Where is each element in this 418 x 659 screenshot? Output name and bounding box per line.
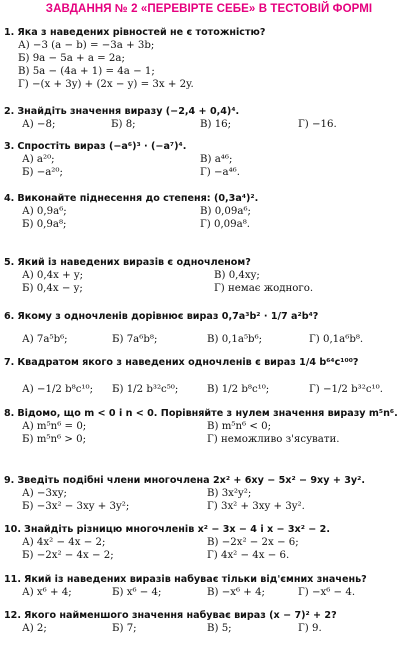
- option-g[interactable]: Г) −1/2 b³²c¹⁰.: [309, 384, 383, 395]
- question-1: [4, 26, 416, 91]
- option-v[interactable]: В) 0,09a⁶;: [200, 206, 251, 217]
- question-3: [4, 140, 416, 179]
- option-g[interactable]: Г) −x⁶ − 4.: [298, 587, 356, 598]
- question-text: 8. Відомо, що m < 0 і n < 0. Порівняйте з нулем значення виразу m⁵n⁶.: [4, 408, 398, 419]
- option-g[interactable]: Г) 9.: [298, 623, 322, 634]
- option-g[interactable]: Г) 3x² + 3xy + 3y².: [207, 501, 305, 512]
- option-v[interactable]: В) 16;: [200, 119, 232, 130]
- options-row: [4, 153, 416, 166]
- option-v[interactable]: В) 5;: [207, 623, 232, 634]
- question-5: [4, 256, 416, 295]
- question-2: [4, 105, 416, 131]
- option-b[interactable]: Б) 9a − 5a + a = 2a;: [18, 53, 125, 64]
- option-a[interactable]: А) x⁶ + 4;: [22, 587, 72, 598]
- question-text: 3. Спростіть вираз (−a⁶)³ · (−a⁷)⁴.: [4, 141, 187, 152]
- option-v[interactable]: В) a⁴⁶;: [200, 154, 233, 165]
- option-a[interactable]: А) m⁵n⁶ = 0;: [22, 421, 87, 432]
- options-row: [4, 586, 416, 599]
- option-v[interactable]: В) 0,4xy;: [214, 270, 260, 281]
- options-row: [4, 333, 416, 346]
- question-text: 10. Знайдіть різницю многочленів x² − 3x − 4 і x − 3x² − 2.: [4, 524, 330, 535]
- options-row: [4, 433, 416, 446]
- option-b[interactable]: Б) −2x² − 4x − 2;: [22, 550, 114, 561]
- options-row: [4, 487, 416, 500]
- options-row: [4, 282, 416, 295]
- option-v[interactable]: В) 0,1a⁵b⁶;: [207, 334, 263, 345]
- question-7: [4, 356, 416, 396]
- option-a[interactable]: А) 7a⁵b⁶;: [22, 334, 68, 345]
- option-a[interactable]: А) 0,9a⁶;: [22, 206, 67, 217]
- option-a[interactable]: А) 0,4x + y;: [22, 270, 84, 281]
- option-g[interactable]: Г) −(x + 3y) + (2x − y) = 3x + 2y.: [18, 79, 194, 90]
- options-row: [4, 549, 416, 562]
- option-b[interactable]: Б) 0,4x − y;: [22, 283, 83, 294]
- question-12: [4, 609, 416, 635]
- option-a[interactable]: А) −3xy;: [22, 488, 67, 499]
- option-a[interactable]: А) 2;: [22, 623, 47, 634]
- question-text: 7. Квадратом якого з наведених одночленів є вираз 1/4 b⁶⁴c¹⁰⁰?: [4, 357, 359, 368]
- question-text: 12. Якого найменшого значення набуває вираз (x − 7)² + 2?: [4, 610, 337, 621]
- question-text: 4. Виконайте піднесення до степеня: (0,3a⁴)².: [4, 193, 259, 204]
- option-b[interactable]: Б) 1/2 b³²c⁵⁰;: [112, 384, 179, 395]
- options-row: [4, 383, 416, 396]
- page-title: ЗАВДАННЯ № 2 «ПЕРЕВІРТЕ СЕБЕ» В ТЕСТОВІЙ ФОРМІ: [45, 3, 373, 15]
- question-9: [4, 474, 416, 513]
- option-g[interactable]: Г) неможливо з'ясувати.: [207, 434, 340, 445]
- option-b[interactable]: Б) 8;: [111, 119, 136, 130]
- options-row: [4, 622, 416, 635]
- option-v[interactable]: В) m⁵n⁶ < 0;: [207, 421, 272, 432]
- option-v[interactable]: В) 5a − (4a + 1) = 4a − 1;: [18, 66, 155, 77]
- option-b[interactable]: Б) x⁶ − 4;: [112, 587, 162, 598]
- question-10: [4, 523, 416, 562]
- option-b[interactable]: Б) 7a⁶b⁸;: [112, 334, 158, 345]
- option-v[interactable]: В) 1/2 b⁸c¹⁰;: [207, 384, 270, 395]
- option-g[interactable]: Г) 4x² − 4x − 6.: [207, 550, 290, 561]
- option-b[interactable]: Б) m⁵n⁶ > 0;: [22, 434, 87, 445]
- question-8: [4, 407, 416, 446]
- options-row: [4, 118, 416, 131]
- option-g[interactable]: Г) 0,1a⁶b⁸.: [309, 334, 364, 345]
- question-4: [4, 192, 416, 231]
- option-b[interactable]: Б) −3x² − 3xy + 3y²;: [22, 501, 130, 512]
- options-row: [4, 205, 416, 218]
- options-row: [4, 536, 416, 549]
- question-text: 1. Яка з наведених рівностей не є тотожністю?: [4, 27, 266, 38]
- option-g[interactable]: Г) немає жодного.: [214, 283, 314, 294]
- question-6: [4, 310, 416, 346]
- option-a[interactable]: А) 4x² − 4x − 2;: [22, 537, 106, 548]
- option-v[interactable]: В) −x⁶ + 4;: [207, 587, 265, 598]
- option-b[interactable]: Б) 7;: [112, 623, 137, 634]
- option-a[interactable]: А) a²⁰;: [22, 154, 55, 165]
- options-row: [4, 500, 416, 513]
- option-b[interactable]: Б) −a²⁰;: [22, 167, 63, 178]
- options-row: [4, 269, 416, 282]
- question-11: [4, 573, 416, 599]
- option-g[interactable]: Г) −16.: [298, 119, 337, 130]
- options-row: [4, 166, 416, 179]
- question-text: 11. Який із наведених виразів набуває тільки від'ємних значень?: [4, 574, 367, 585]
- option-a[interactable]: А) −8;: [22, 119, 56, 130]
- option-g[interactable]: Г) −a⁴⁶.: [200, 167, 240, 178]
- question-text: 9. Зведіть подібні члени многочлена 2x² + 6xy − 5x² − 9xy + 3y².: [4, 475, 365, 486]
- question-text: 6. Якому з одночленів дорівнює вираз 0,7a³b² · 1/7 a²b⁴?: [4, 311, 319, 322]
- option-a[interactable]: А) −1/2 b⁸c¹⁰;: [22, 384, 94, 395]
- option-v[interactable]: В) 3x²y²;: [207, 488, 252, 499]
- option-g[interactable]: Г) 0,09a⁸.: [200, 219, 251, 230]
- options-row: [4, 420, 416, 433]
- option-b[interactable]: Б) 0,9a⁸;: [22, 219, 67, 230]
- option-v[interactable]: В) −2x² − 2x − 6;: [207, 537, 299, 548]
- option-a[interactable]: А) −3 (a − b) = −3a + 3b;: [18, 40, 155, 51]
- question-text: 5. Який із наведених виразів є одночленом?: [4, 257, 251, 268]
- question-text: 2. Знайдіть значення виразу (−2,4 + 0,4)⁴.: [4, 106, 240, 117]
- options-row: [4, 218, 416, 231]
